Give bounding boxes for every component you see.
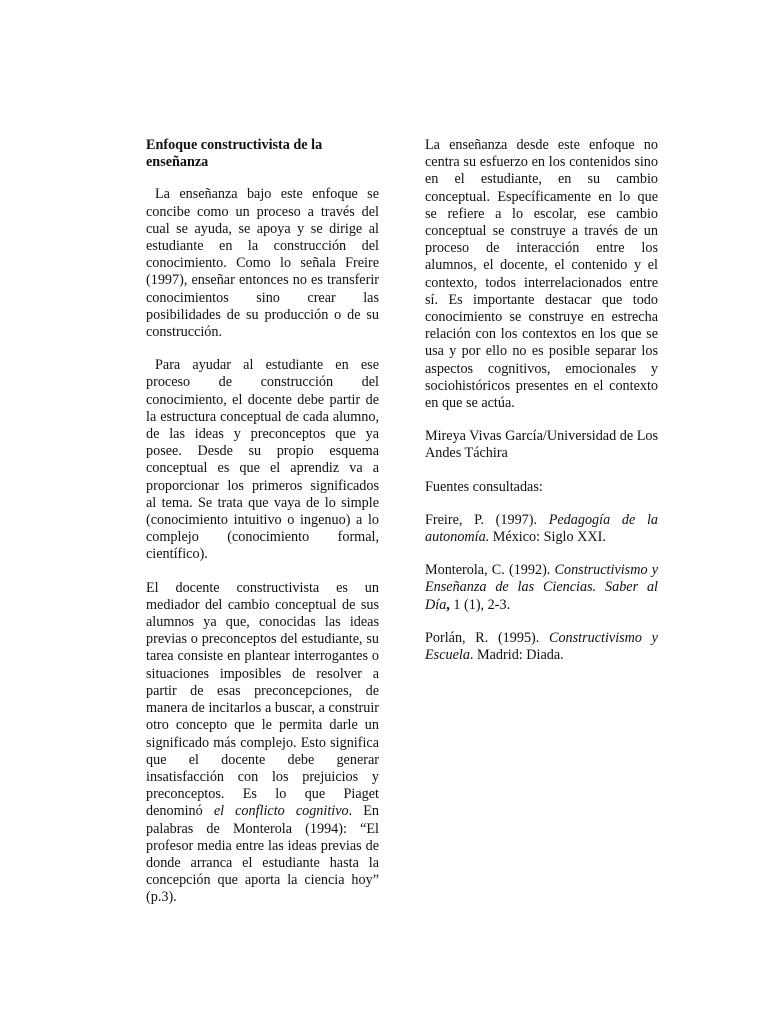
- ref1-author: Freire, P. (1997).: [425, 511, 549, 528]
- article-title: Enfoque constructivista de la enseñanza: [146, 137, 323, 171]
- reference-monterola: [425, 562, 658, 614]
- reference-freire: [425, 512, 658, 546]
- ref3-author: Porlán, R. (1995).: [425, 629, 549, 646]
- paragraph-3: [146, 580, 379, 907]
- paragraph-1: La enseñanza bajo este enfoque se concibe como un proceso a través del cual se ayuda, se apoya y se dirige al estudiante en la construcción del conocimiento. Como lo señala Freire (1997), enseñar entonces no es transferir conocimientos sino crear las posibilidades de su producción o de su construcción.: [146, 186, 379, 341]
- ref1-publisher: México: Siglo XXI.: [489, 529, 606, 546]
- paragraph-4: La enseñanza desde este enfoque no centra su esfuerzo en los contenidos sino en el estudiante, en su cambio conceptual. Específicamente en lo que se refiere a lo escolar, ese cambio conceptual se construye a través de un proceso de interacción entre los alumnos, el docente, el contenido y el contexto, todos interrelacionados entre sí. Es importante destacar que todo conocimiento se construye en estrecha relación con los contextos en los que se usa y por ello no es posible separar los aspectos cognitivos, emocionales y sociohistóricos presentes en el contexto en que se actúa.: [425, 137, 658, 412]
- paragraph-3-text-b: . En palabras de Monterola (1994): “El profesor media entre las ideas previas de donde arranca el estudiante hasta la concepción que aporta la ciencia hoy” (p.3).: [146, 803, 379, 906]
- ref2-author: Monterola, C. (1992).: [425, 562, 555, 579]
- paragraph-3-emphasis: el conflicto cognitivo: [213, 803, 349, 820]
- ref2-volume: 1 (1), 2-3.: [449, 596, 511, 613]
- right-column: [425, 137, 658, 664]
- reference-porlan: [425, 630, 658, 664]
- ref3-publisher: . Madrid: Diada.: [469, 647, 564, 664]
- ref1-title: Pedagogía de la autonomía.: [425, 511, 658, 546]
- paragraph-2: Para ayudar al estudiante en ese proceso de construcción del conocimiento, el docente debe partir de la estructura conceptual de cada alumno, de las ideas y preconceptos que ya posee. Desde su propio esquema conceptual es que el aprendiz va a proporcionar los primeros significados al tema. Se trata que vaya de lo simple (conocimiento intuitivo o ingenuo) a lo complejo (conocimiento formal, científico).: [146, 357, 379, 563]
- sources-heading: Fuentes consultadas:: [425, 478, 543, 495]
- paragraph-3-text-a: El docente constructivista es un mediador del cambio conceptual de sus alumnos ya que, conocidas las ideas previas o preconceptos del estudiante, su tarea consiste en plantear interrogantes o situaciones imposibles de resolver a partir de esas preconcepciones, de manera de incitarlos a buscar, a construir otro concepto que le permita darle un significado más complejo. Esto significa que el docente debe generar insatisfacción con los prejuicios y preconceptos. Es lo que Piaget denominó: [146, 579, 379, 820]
- ref3-title: Constructivismo y Escuela: [425, 629, 658, 664]
- author-credit: Mireya Vivas García/Universidad de Los Andes Táchira: [425, 428, 658, 462]
- ref2-comma: ,: [446, 596, 450, 613]
- ref2-title: Constructivismo y Enseñanza de las Ciencias. Saber al Día: [425, 562, 659, 613]
- left-column: [146, 137, 379, 907]
